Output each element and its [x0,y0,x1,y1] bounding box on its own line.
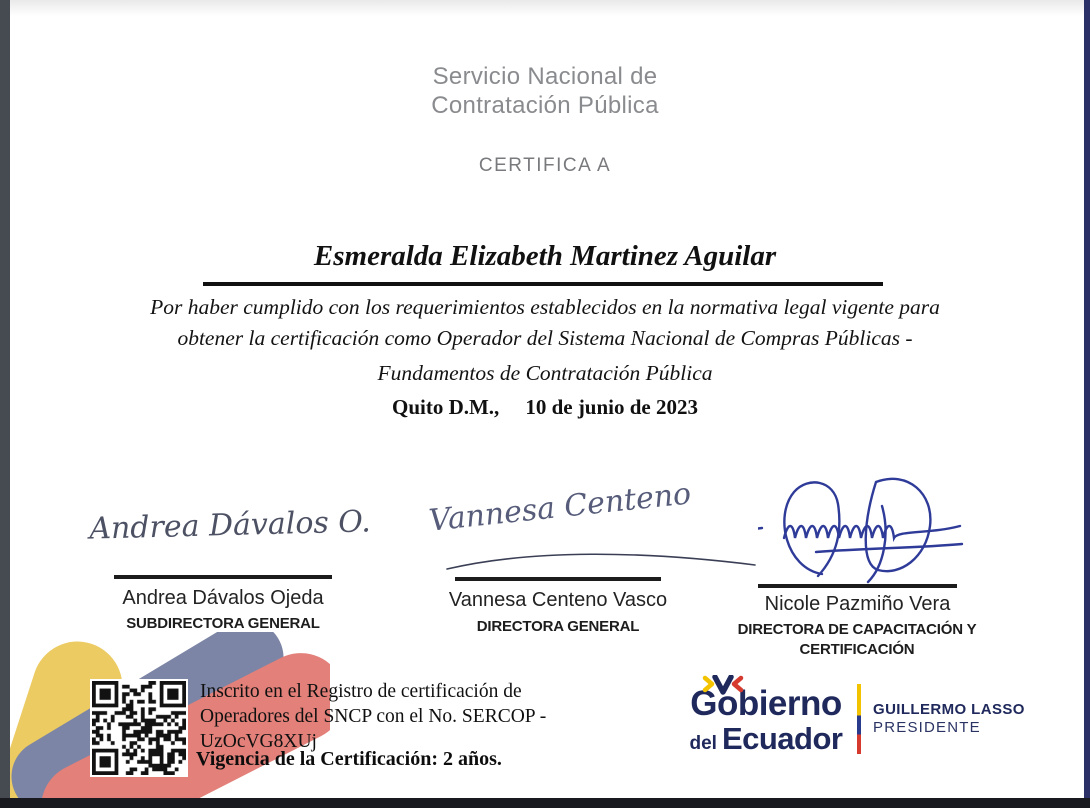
viewer-edge-right [1084,0,1090,808]
brand-del: del [689,733,717,754]
handwritten-signature-capacitacion [758,472,966,586]
body-line2: obtener la certificación como Operador del Sistema Nacional de Compras Públicas - [177,326,913,350]
signature-line-3 [758,584,957,588]
registration-line2: Operadores del SNCP con el No. SERCOP - [200,706,547,727]
recipient-name: Esmeralda Elizabeth Martinez Aguilar [313,240,777,272]
signatory-name-1: Andrea Dávalos Ojeda [122,587,324,609]
recipient-underline [203,282,883,286]
issuer-name-line2: Contratación Pública [431,92,659,119]
flag-divider [857,684,861,754]
president-name: GUILLERMO LASSO [873,701,1025,718]
page-top-shadow [10,0,1084,16]
certificate-body [45,292,1045,389]
signatory-title-2: DIRECTORA GENERAL [476,618,640,635]
registration-text [200,679,552,754]
signatory-title-3: DIRECTORA DE CAPACITACIÓN Y CERTIFICACIÓN [737,621,977,658]
handwritten-signature-subdirectora: Andrea Dávalos O. [88,504,372,547]
registration-line3: UzOcVG8XUj [200,731,317,752]
certifies-label: CERTIFICA A [478,155,612,176]
government-brand-line2 [666,721,866,757]
government-brand-line1: Gobierno [690,684,842,723]
signatory-title-1: SUBDIRECTORA GENERAL [126,615,320,632]
brand-ecuador: Ecuador [721,721,843,756]
president-title: PRESIDENTE [873,719,981,736]
viewer-edge-left [0,0,10,808]
qr-code [90,679,188,777]
body-line1: Por haber cumplido con los requerimientos establecidos en la normativa legal vigente para [150,295,940,319]
body-line3: Fundamentos de Contratación Pública [377,361,713,385]
handwritten-signature-directora: Vannesa Centeno [427,476,693,539]
viewer-edge-bottom [0,798,1090,808]
validity-statement: Vigencia de la Certificación: 2 años. [196,748,502,770]
issuer-name [0,62,1090,120]
issue-date-line [0,395,1090,420]
government-logo-mark-icon [700,675,746,695]
signature-line-1 [114,575,332,579]
issue-date: 10 de junio de 2023 [525,395,698,419]
issue-place: Quito D.M., [391,395,500,419]
signatory-name-3: Nicole Pazmiño Vera [764,593,951,615]
signature-swoosh-stroke [443,543,758,575]
signature-line-2 [455,577,661,581]
issuer-name-line1: Servicio Nacional de [432,63,658,90]
signatory-name-2: Vannesa Centeno Vasco [448,589,668,611]
registration-line1: Inscrito en el Registro de certificación de [200,681,522,702]
